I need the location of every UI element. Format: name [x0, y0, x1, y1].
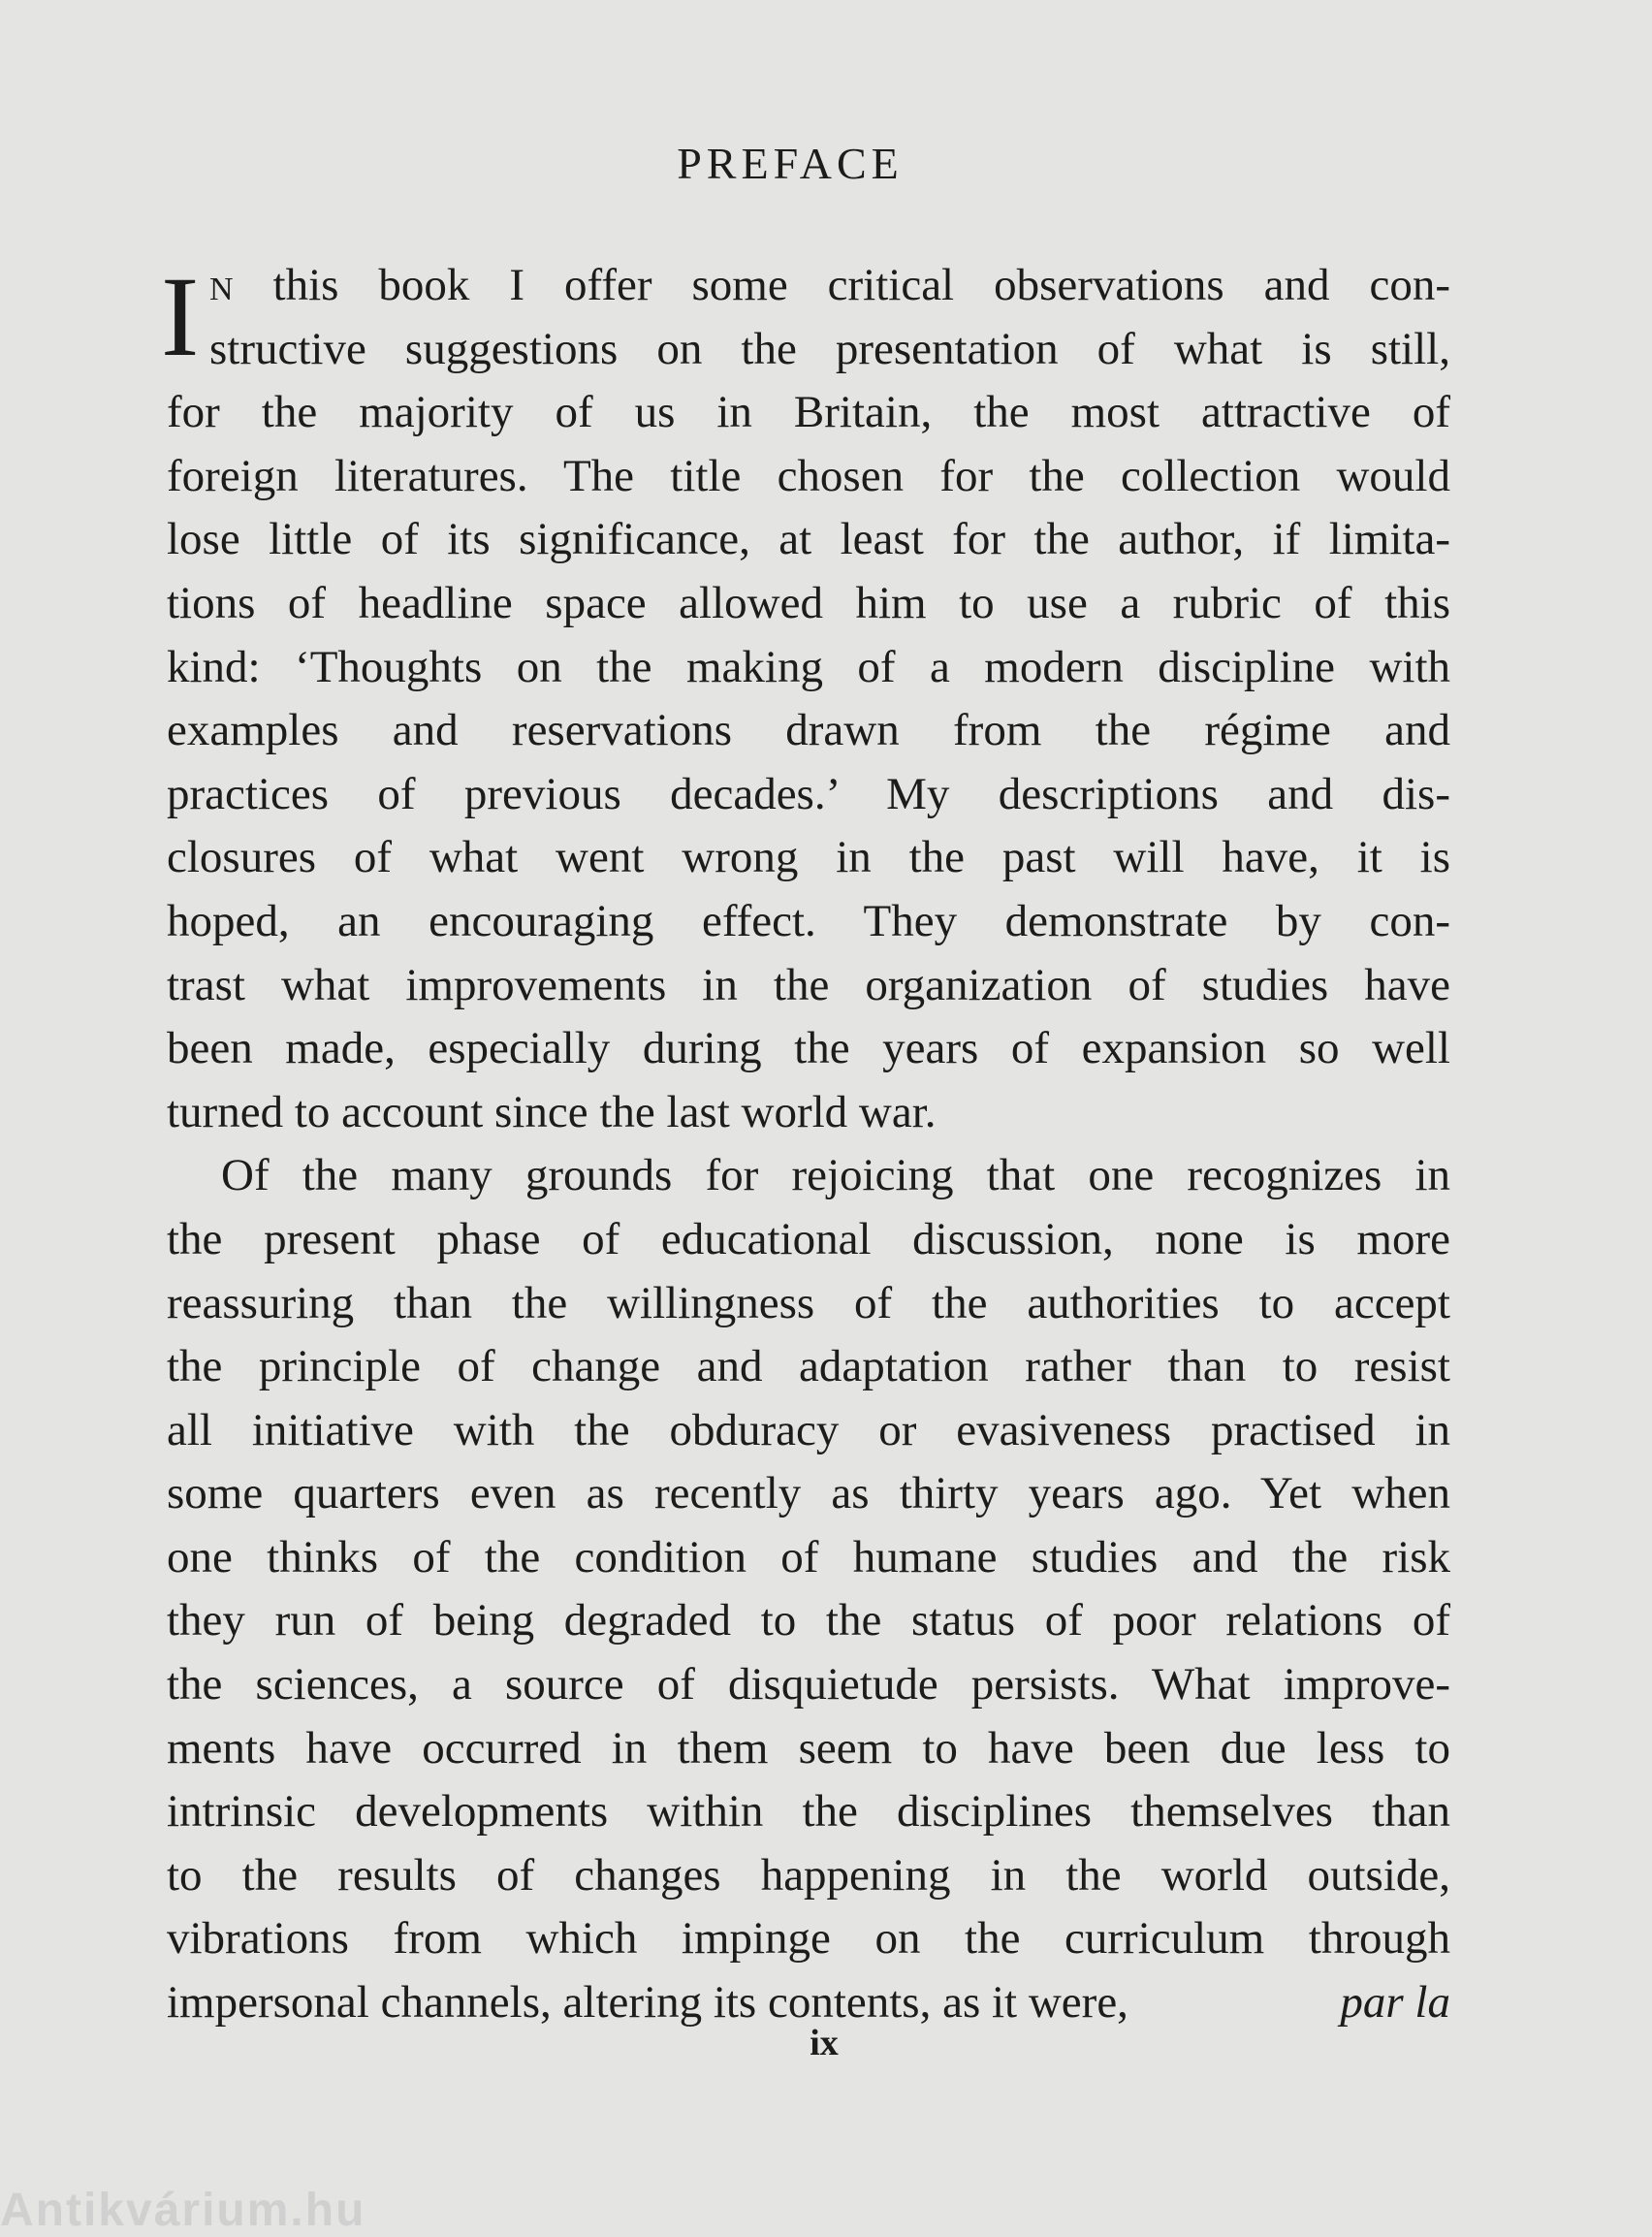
text-line: to the results of changes happening in the world outside,	[167, 1849, 1450, 1901]
line-text: impersonal channels, altering its contents, as it were,	[167, 1977, 1128, 2029]
text-line: the principle of change and adaptation rather than to resist	[167, 1341, 1450, 1392]
text-line: the sciences, a source of disquietude persists. What improve-	[167, 1659, 1450, 1710]
text-line: the present phase of educational discussion, none is more	[167, 1213, 1450, 1264]
page-number: ix	[810, 2023, 839, 2063]
text-line: some quarters even as recently as thirty years ago. Yet when	[167, 1468, 1450, 1519]
text-line: all initiative with the obduracy or evasiveness practised in	[167, 1404, 1450, 1455]
text-line: for the majority of us in Britain, the most attractive of	[167, 387, 1450, 438]
italic-phrase: par la	[1340, 1977, 1450, 2029]
text-line: practices of previous decades.’ My descriptions and dis-	[167, 768, 1450, 819]
text-line: closures of what went wrong in the past will have, it is	[167, 832, 1450, 883]
text-line: ments have occurred in them seem to have been due less to	[167, 1722, 1450, 1774]
line-text: this book I offer some critical observations and con-	[233, 260, 1450, 310]
text-line: they run of being degraded to the status of poor relations of	[167, 1595, 1450, 1646]
preface-text	[161, 253, 1450, 2035]
text-line: turned to account since the last world war.	[167, 1086, 937, 1137]
text-line: structive suggestions on the presentation of what is still,	[209, 323, 1450, 374]
text-line: intrinsic developments within the disciplines themselves than	[167, 1786, 1450, 1838]
text-line: tions of headline space allowed him to use a rubric of this	[167, 577, 1450, 628]
text-line: vibrations from which impinge on the curriculum through	[167, 1913, 1450, 1965]
small-cap: N	[209, 272, 234, 307]
text-line: foreign literatures. The title chosen for the collection would	[167, 450, 1450, 501]
text-line: Of the many grounds for rejoicing that one recognizes in	[221, 1150, 1450, 1201]
watermark: Antikvárium.hu	[0, 2185, 366, 2236]
drop-cap: I	[161, 253, 200, 380]
text-line: reassuring than the willingness of the authorities to accept	[167, 1277, 1450, 1328]
page-title: PREFACE	[677, 139, 904, 188]
text-line: examples and reservations drawn from the régime and	[167, 705, 1450, 756]
text-line: lose little of its significance, at least for the author, if limita-	[167, 514, 1450, 565]
text-line: been made, especially during the years of expansion so well	[167, 1023, 1450, 1074]
text-line: one thinks of the condition of humane studies and the risk	[167, 1531, 1450, 1582]
text-line: hoped, an encouraging effect. They demonstrate by con-	[167, 895, 1450, 946]
text-line: kind: ‘Thoughts on the making of a modern discipline with	[167, 641, 1450, 692]
text-line: trast what improvements in the organization of studies have	[167, 959, 1450, 1010]
